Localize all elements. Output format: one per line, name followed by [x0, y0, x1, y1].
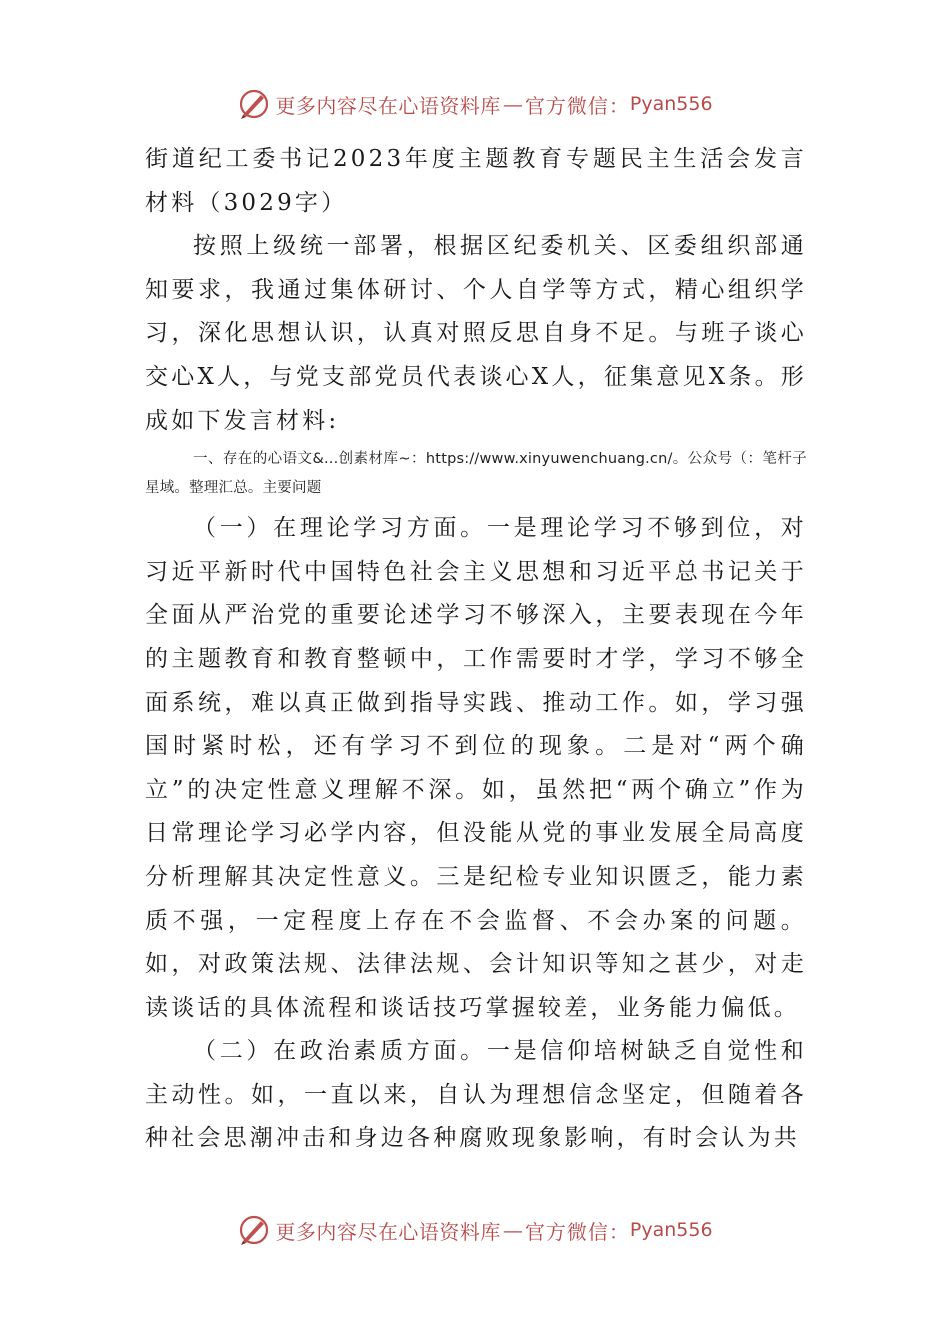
document-title: 街道纪工委书记2023年度主题教育专题民主生活会发言材料（3029字） [145, 146, 807, 216]
banner-separator: — [502, 1218, 523, 1242]
pen-circle-logo-icon [237, 87, 271, 121]
banner-wechat-label: 官方微信： [524, 1219, 630, 1244]
banner-wechat-id: Pyan556 [629, 1219, 713, 1241]
pen-circle-logo-icon [237, 1213, 271, 1247]
banner-main-text: 更多内容尽在心语资料库 [275, 1219, 501, 1244]
document-body [145, 138, 807, 1161]
banner-main-text: 更多内容尽在心语资料库 [275, 93, 501, 118]
intro-paragraph: 按照上级统一部署，根据区纪委机关、区委组织部通知要求，我通过集体研讨、个人自学等方式，精心组织学习，深化思想认识，认真对照反思自身不足。与班子谈心交心X人，与党支部党员代表谈心X人，征集意见X条。形成如下发言材料: [145, 233, 807, 434]
top-banner [0, 84, 950, 124]
theory-study-paragraph: （一）在理论学习方面。一是理论学习不够到位，对习近平新时代中国特色社会主义思想和习近平总书记关于全面从严治党的重要论述学习不够深入，主要表现在今年的主题教育和教育整顿中，工作需要时才学，学习不够全面系统，难以真正做到指导实践、推动工作。如，学习强国时紧时松，还有学习不到位的现象。二是对“两个确立”的决定性意义理解不深。如，虽然把“两个确立”作为日常理论学习必学内容，但没能从党的事业发展全局高度分析理解其决定性意义。三是纪检专业知识匮乏，能力素质不强，一定程度上存在不会监督、不会办案的问题。如，对政策法规、法律法规、会计知识等知之甚少，对走读谈话的具体流程和谈话技巧掌握较差，业务能力偏低。 [145, 515, 807, 1021]
banner-wechat-label: 官方微信： [524, 93, 630, 118]
section-heading: 一、存在的心语文&...创素材库~：https://www.xinyuwenchuang.cn/。公众号（：笔杆子星域。整理汇总。主要问题 [145, 451, 807, 497]
political-quality-paragraph: （二）在政治素质方面。一是信仰培树缺乏自觉性和主动性。如，一直以来，自认为理想信念坚定，但随着各种社会思潮冲击和身边各种腐败现象影响，有时会认为共 [145, 1038, 807, 1152]
bottom-banner [0, 1210, 950, 1250]
banner-separator: — [502, 92, 523, 116]
banner-wechat-id: Pyan556 [629, 93, 713, 115]
